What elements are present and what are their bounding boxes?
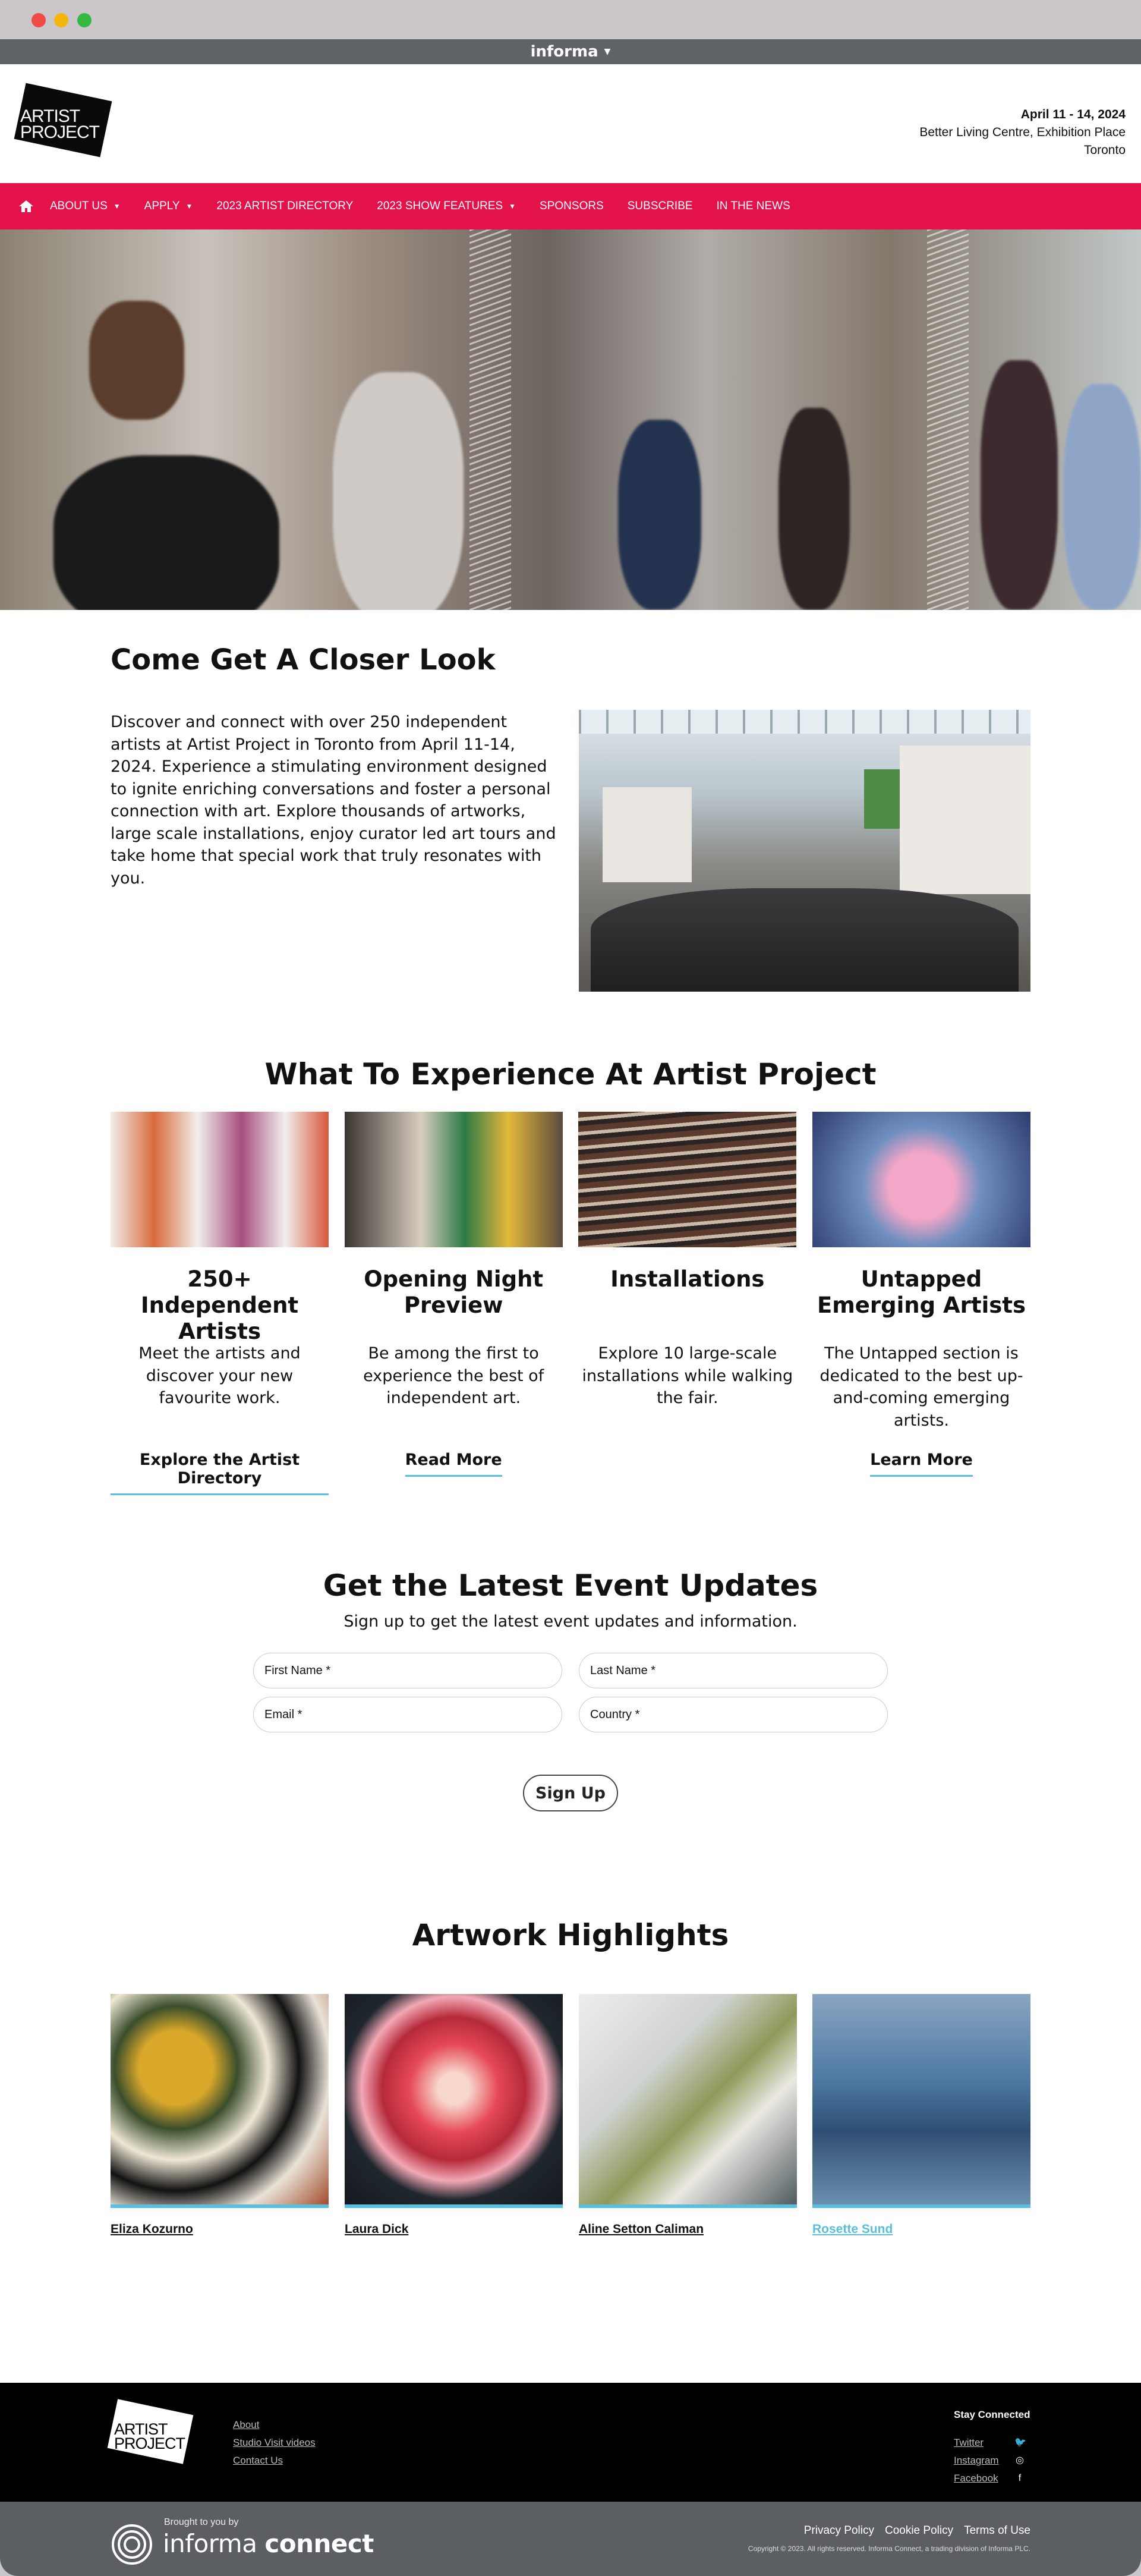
event-updates-section: [0, 1568, 1141, 1918]
close-window-button[interactable]: [31, 13, 46, 27]
opening-night-image: [345, 1112, 563, 1247]
copyright-text: Copyright © 2023. All rights reserved. Informa Connect, a trading division of Informa PLC.: [748, 2544, 1030, 2553]
artists-image: [111, 1112, 329, 1247]
nav-item-apply[interactable]: APPLY ▼: [144, 200, 193, 212]
informa-brand[interactable]: informa: [530, 43, 598, 61]
experience-card: [578, 1112, 796, 1495]
site-header: [0, 64, 1141, 183]
event-info: [919, 106, 1126, 159]
nav-item-subscribe[interactable]: SUBSCRIBE: [627, 200, 693, 212]
logo-text: ARTIST PROJECT: [20, 106, 100, 142]
window-titlebar: [0, 0, 1141, 39]
nav-item-show-features[interactable]: 2023 SHOW FEATURES ▼: [377, 200, 516, 212]
facebook-icon[interactable]: f: [1018, 2473, 1022, 2483]
nav-item-artist-directory[interactable]: 2023 ARTIST DIRECTORY: [216, 200, 354, 212]
event-date: April 11 - 14, 2024: [1020, 108, 1126, 121]
stay-connected-label: Stay Connected: [954, 2409, 1030, 2420]
experience-cards: [111, 1112, 1030, 1495]
footer-links: [233, 2416, 316, 2470]
informa-bar[interactable]: [0, 39, 1141, 64]
exhibition-hall-photo: [579, 710, 1030, 992]
card-title: Untapped Emerging Artists: [817, 1266, 1026, 1318]
experience-card: [812, 1112, 1030, 1495]
card-text: Meet the artists and discover your new favourite work.: [138, 1344, 301, 1407]
card-text: Be among the first to experience the best of independent art.: [363, 1344, 544, 1407]
artwork-card[interactable]: [579, 1994, 797, 2237]
installations-image: [578, 1112, 796, 1247]
terms-of-use-link[interactable]: Terms of Use: [964, 2524, 1030, 2537]
footer-link-studio-visit-videos[interactable]: Studio Visit videos: [233, 2437, 316, 2448]
minimize-window-button[interactable]: [54, 13, 68, 27]
artwork-card[interactable]: [111, 1994, 329, 2237]
maximize-window-button[interactable]: [77, 13, 92, 27]
read-more-link[interactable]: Read More: [405, 1451, 502, 1477]
nav-item-sponsors[interactable]: SPONSORS: [540, 200, 604, 212]
legal-links: [804, 2524, 1030, 2537]
card-text: Explore 10 large-scale installations while walking the fair.: [582, 1344, 793, 1407]
first-name-field[interactable]: [253, 1653, 562, 1688]
artwork-highlights-section: [0, 1918, 1141, 2298]
email-field[interactable]: [253, 1697, 562, 1732]
updates-title: Get the Latest Event Updates: [323, 1568, 818, 1603]
card-title: Opening Night Preview: [364, 1266, 544, 1318]
informa-connect-wordmark[interactable]: informa connect: [163, 2529, 374, 2558]
experience-card: [111, 1112, 329, 1495]
chevron-down-icon: ▼: [113, 202, 121, 210]
informa-footer: [0, 2502, 1141, 2576]
country-field[interactable]: [579, 1697, 888, 1732]
privacy-policy-link[interactable]: Privacy Policy: [803, 2524, 874, 2537]
experience-title: What To Experience At Artist Project: [264, 1057, 877, 1092]
artwork-card[interactable]: [812, 1994, 1030, 2237]
social-links: [954, 2434, 1025, 2487]
artwork-image[interactable]: [111, 1994, 329, 2208]
closer-look-body: Discover and connect with over 250 independent artists at Artist Project in Toronto from April 11-14, 2024. Experience a stimulating environment designed to ignite enriching conversations and foster a personal connection with art. Explore thousands of artworks, large scale installations, enjoy curator led art tours and take home that special work that truly resonates with you.: [111, 713, 556, 888]
nav-item-about-us[interactable]: ABOUT US ▼: [50, 200, 121, 212]
twitter-icon[interactable]: 🐦: [1014, 2437, 1026, 2448]
facebook-link[interactable]: Facebook: [954, 2473, 998, 2484]
chevron-down-icon: ▼: [604, 47, 611, 56]
closer-look-section: [0, 610, 1141, 1057]
artwork-card[interactable]: [345, 1994, 563, 2237]
learn-more-link[interactable]: Learn More: [870, 1451, 973, 1477]
artist-name-link[interactable]: Rosette Sund: [812, 2222, 893, 2236]
artwork-image[interactable]: [812, 1994, 1030, 2208]
artist-name-link[interactable]: Laura Dick: [345, 2222, 409, 2236]
footer-link-contact-us[interactable]: Contact Us: [233, 2455, 283, 2466]
main-nav: [0, 183, 1141, 229]
informa-connect-logo-icon: [111, 2523, 153, 2566]
artwork-image[interactable]: [579, 1994, 797, 2208]
home-icon[interactable]: [8, 183, 44, 229]
card-title: 250+ Independent Artists: [140, 1266, 299, 1344]
twitter-link[interactable]: Twitter: [954, 2437, 984, 2448]
experience-card: [345, 1112, 563, 1495]
updates-subtitle: Sign up to get the latest event updates and information.: [343, 1612, 798, 1631]
closer-look-title: Come Get A Closer Look: [111, 643, 496, 677]
artist-name-link[interactable]: Eliza Kozurno: [111, 2222, 193, 2236]
event-venue: Better Living Centre, Exhibition Place: [919, 125, 1126, 139]
artist-project-logo[interactable]: [19, 92, 107, 149]
card-title: Installations: [610, 1266, 765, 1292]
card-text: The Untapped section is dedicated to the best up-and-coming emerging artists.: [819, 1344, 1023, 1430]
chevron-down-icon: ▼: [185, 202, 193, 210]
footer-link-about[interactable]: About: [233, 2419, 260, 2430]
instagram-icon[interactable]: ◎: [1016, 2455, 1024, 2465]
hero-image: [0, 229, 1141, 610]
untapped-image: [812, 1112, 1030, 1247]
artwork-image[interactable]: [345, 1994, 563, 2208]
nav-item-in-the-news[interactable]: IN THE NEWS: [716, 200, 790, 212]
site-footer: [0, 2383, 1141, 2502]
highlights-title: Artwork Highlights: [412, 1918, 729, 1952]
chevron-down-icon: ▼: [509, 202, 516, 210]
cookie-policy-link[interactable]: Cookie Policy: [884, 2524, 954, 2537]
brought-to-you-by: Brought to you by: [164, 2517, 239, 2527]
last-name-field[interactable]: [579, 1653, 888, 1688]
experience-section: [0, 1057, 1141, 1568]
event-city: Toronto: [1083, 143, 1126, 157]
explore-artist-directory-link[interactable]: Explore the Artist Directory: [111, 1451, 329, 1495]
sign-up-button[interactable]: Sign Up: [523, 1775, 618, 1811]
artist-name-link[interactable]: Aline Setton Caliman: [579, 2222, 704, 2236]
instagram-link[interactable]: Instagram: [954, 2455, 999, 2466]
footer-logo[interactable]: ARTIST PROJECT: [112, 2407, 189, 2457]
